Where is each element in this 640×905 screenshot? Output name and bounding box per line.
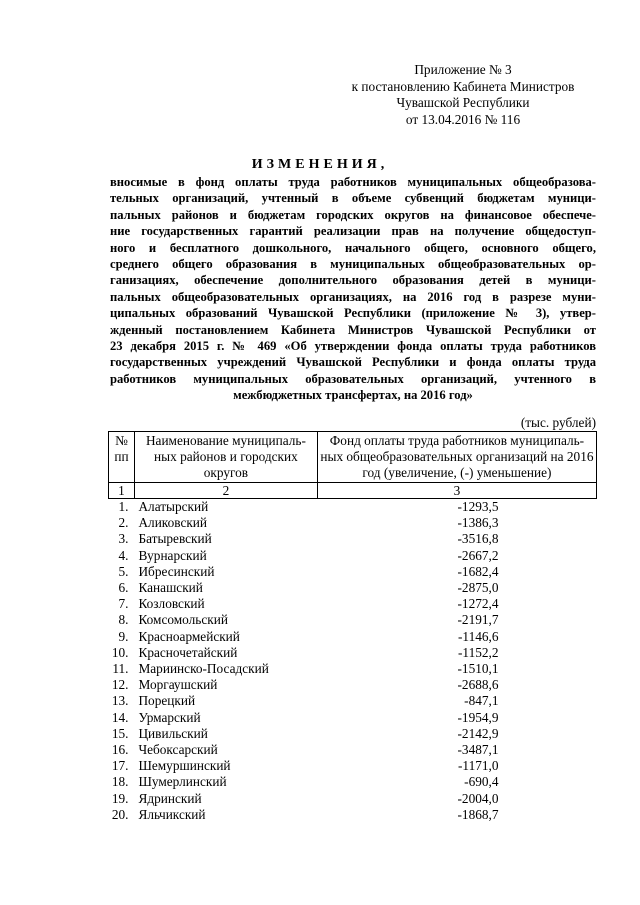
table-row [109,807,597,823]
row-number: 1. [118,499,129,514]
subtitle-line: работников муниципальных образовательных организаций, учтенного в [110,371,596,386]
row-number: 13. [111,693,129,709]
column-number: 1 [109,483,135,499]
row-name: Вурнарский [138,547,207,563]
table-row [109,710,597,726]
row-name: Ядринский [138,790,202,806]
subtitle-line: межбюджетных трансфертах, на 2016 год» [233,388,473,403]
data-table [108,431,597,823]
table-row [109,580,597,596]
subtitle-line: тельных организаций, учтенный в объеме субвенций бюджетам муници- [110,191,596,206]
row-number: 6. [118,580,129,596]
document-title: ИЗМЕНЕНИЯ, [251,157,389,172]
subtitle-line: жденный постановлением Кабинета Министров Чувашской Республики от [110,322,596,337]
row-number: 11. [112,661,129,677]
row-name: Комсомольский [138,612,228,628]
row-value: -2142,9 [457,725,499,741]
row-value: -1171,0 [457,758,499,774]
row-value: -2191,7 [457,612,499,628]
row-name: Козловский [138,596,205,612]
row-number: 15. [111,725,129,741]
row-number: 7. [118,596,129,612]
row-value: -1954,9 [457,709,499,725]
appendix-line: от 13.04.2016 № 116 [405,111,521,127]
subtitle-line: ние государственных гарантий реализации прав на получение общедоступ- [110,224,596,239]
row-number: 3. [118,531,129,547]
row-value: -2667,2 [457,547,499,563]
table-row [109,742,597,758]
row-number: 5. [118,563,129,579]
row-value: -1293,5 [457,499,499,514]
row-name: Порецкий [138,693,196,709]
subtitle-line: 23 декабря 2015 г. № 469 «Об утверждении фонда оплаты труда работников [110,339,596,354]
subtitle-line: ципальных образований Чувашской Республики (приложение № 3), утвер- [110,306,596,321]
row-name: Моргаушский [138,677,218,693]
row-name: Яльчикский [138,806,206,822]
row-value: -1386,3 [457,515,499,531]
subtitle-line: ганизациях, обеспечение дополнительного образования детей в муници- [110,273,596,288]
subtitle-line: государственных учреждений Чувашской Республики и фонда оплаты труда [110,355,596,370]
appendix-line: к постановлению Кабинета Министров [351,78,575,94]
row-number: 20. [111,806,129,822]
row-name: Аликовский [138,515,208,531]
row-value: -3487,1 [457,742,499,758]
row-value: -2875,0 [457,580,499,596]
row-name: Шумерлинский [138,774,227,790]
row-name: Чебоксарский [138,742,218,758]
row-value: -1868,7 [457,806,499,822]
header-name: Наименование муниципаль-ных районов и городских округов [134,432,317,483]
row-value: -690,4 [464,774,499,790]
table-row [109,629,597,645]
row-name: Канашский [138,580,203,596]
table-body [109,499,597,824]
row-name: Цивильский [138,725,208,741]
row-number: 8. [118,612,129,628]
table-row [109,564,597,580]
row-number: 14. [111,709,129,725]
subtitle-line: пальных районов и бюджетам городских округов на финансовое обеспече- [110,207,596,222]
table-row [109,758,597,774]
table-row [109,612,597,628]
subtitle-line: среднего общего образования в муниципальных общеобразовательных ор- [110,257,596,272]
table-row [109,791,597,807]
table-row [109,548,597,564]
row-number: 17. [111,758,129,774]
row-name: Красноармейский [138,628,240,644]
row-value: -1682,4 [457,563,499,579]
table-row [109,515,597,531]
appendix-block [330,62,596,128]
table-row [109,596,597,612]
row-name: Алатырский [138,499,209,514]
appendix-line: Приложение № 3 [414,62,512,77]
row-value: -847,1 [464,693,499,709]
table-row [109,726,597,742]
row-number: 10. [111,644,129,660]
table-row [109,499,597,516]
row-name: Шемуршинский [138,758,231,774]
table-row [109,661,597,677]
column-number: 3 [317,483,596,499]
document-subtitle [110,174,596,404]
appendix-line: Чувашской Республики [396,95,530,110]
row-number: 4. [118,547,129,563]
unit-label: (тыс. рублей) [520,415,596,430]
table-row [109,645,597,661]
table-row [109,774,597,790]
row-name: Ибресинский [138,563,215,579]
table-row [109,677,597,693]
row-name: Батыревский [138,531,212,547]
table-row [109,693,597,709]
subtitle-line: ного и бесплатного дошкольного, начального общего, основного общего, [110,240,596,255]
row-value: -1510,1 [457,661,499,677]
row-number: 19. [111,790,129,806]
row-value: -1146,6 [457,628,499,644]
row-number: 2. [118,515,129,531]
row-number: 9. [118,628,129,644]
row-number: 16. [111,742,129,758]
header-number: № пп [109,432,135,483]
subtitle-line: вносимые в фонд оплаты труда работников муниципальных общеобразова- [110,175,596,189]
header-value: Фонд оплаты труда работников муниципаль-ных общеобразовательных организаций на 2016 год (увеличение, (-) уменьшение) [317,432,596,483]
subtitle-line: пальных общеобразовательных организациях, на 2016 год в разрезе муни- [110,289,596,304]
row-name: Мариинско-Посадский [138,661,269,677]
row-value: -3516,8 [457,531,499,547]
row-value: -1272,4 [457,596,499,612]
row-name: Урмарский [138,709,201,725]
row-value: -2688,6 [457,677,499,693]
table-row [109,531,597,547]
row-name: Красночетайский [138,644,238,660]
row-number: 12. [111,677,129,693]
column-number: 2 [134,483,317,499]
row-value: -1152,2 [457,644,499,660]
row-number: 18. [111,774,129,790]
row-value: -2004,0 [457,790,499,806]
